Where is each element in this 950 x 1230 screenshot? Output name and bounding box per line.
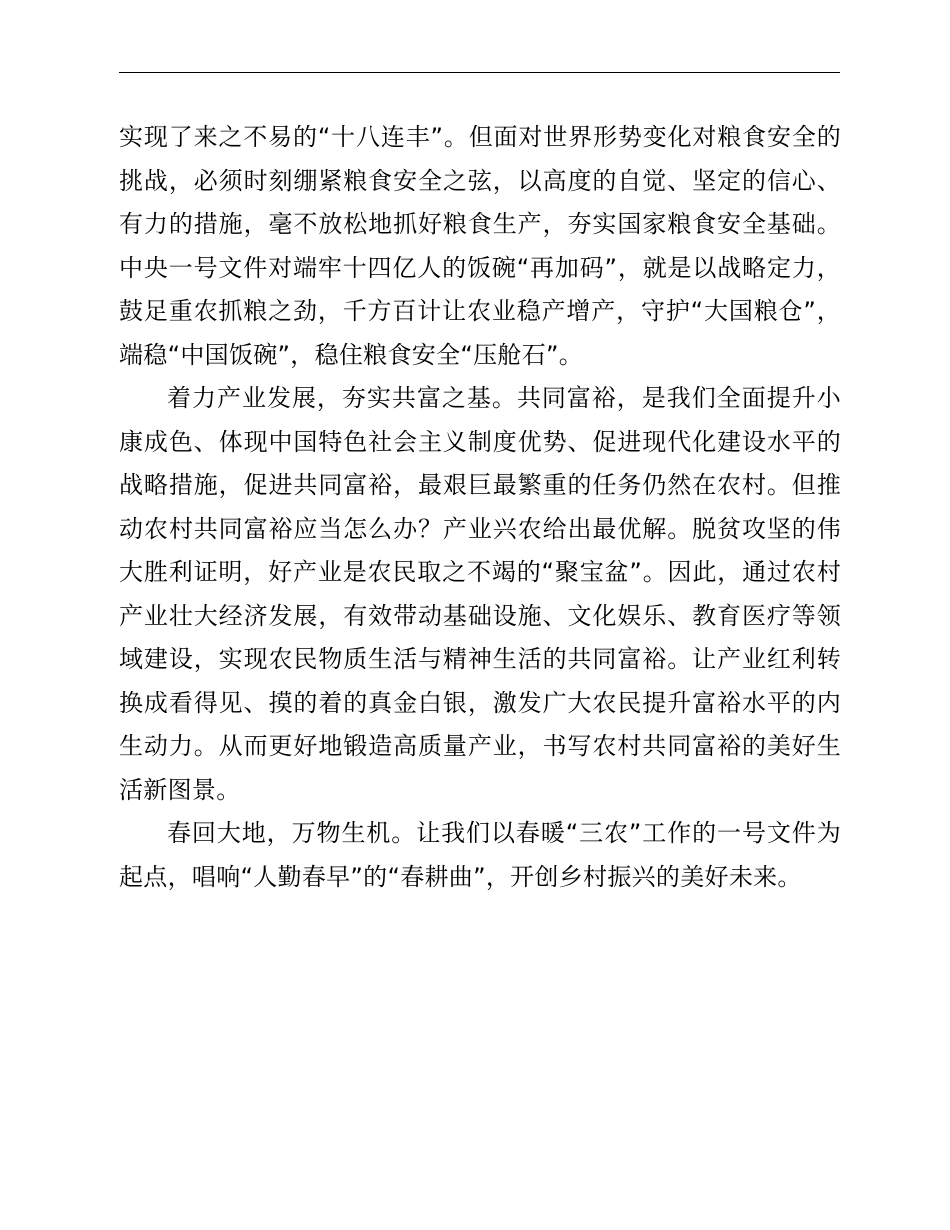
- document-body: [119, 116, 841, 899]
- paragraph-industry-development: 着力产业发展，夯实共富之基。共同富裕，是我们全面提升小康成色、体现中国特色社会主义制度优势、促进现代化建设水平的战略措施，促进共同富裕，最艰巨最繁重的任务仍然在农村。但推动农村共同富裕应当怎么办？产业兴农给出最优解。脱贫攻坚的伟大胜利证明，好产业是农民取之不竭的“聚宝盆”。因此，通过农村产业壮大经济发展，有效带动基础设施、文化娱乐、教育医疗等领域建设，实现农民物质生活与精神生活的共同富裕。让产业红利转换成看得见、摸的着的真金白银，激发广大农民提升富裕水平的内生动力。从而更好地锻造高质量产业，书写农村共同富裕的美好生活新图景。: [119, 384, 841, 804]
- paragraph-spring-conclusion: 春回大地，万物生机。让我们以春暖“三农”工作的一号文件为起点，唱响“人勤春早”的“春耕曲”，开创乡村振兴的美好未来。: [119, 819, 841, 891]
- paragraph-grain-security: 实现了来之不易的“十八连丰”。但面对世界形势变化对粮食安全的挑战，必须时刻绷紧粮食安全之弦，以高度的自觉、坚定的信心、有力的措施，毫不放松地抓好粮食生产，夯实国家粮食安全基础。中央一号文件对端牢十四亿人的饭碗“再加码”，就是以战略定力，鼓足重农抓粮之劲，千方百计让农业稳产增产，守护“大国粮仓”，端稳“中国饭碗”，稳住粮食安全“压舱石”。: [119, 123, 841, 369]
- header-rule: [119, 72, 840, 73]
